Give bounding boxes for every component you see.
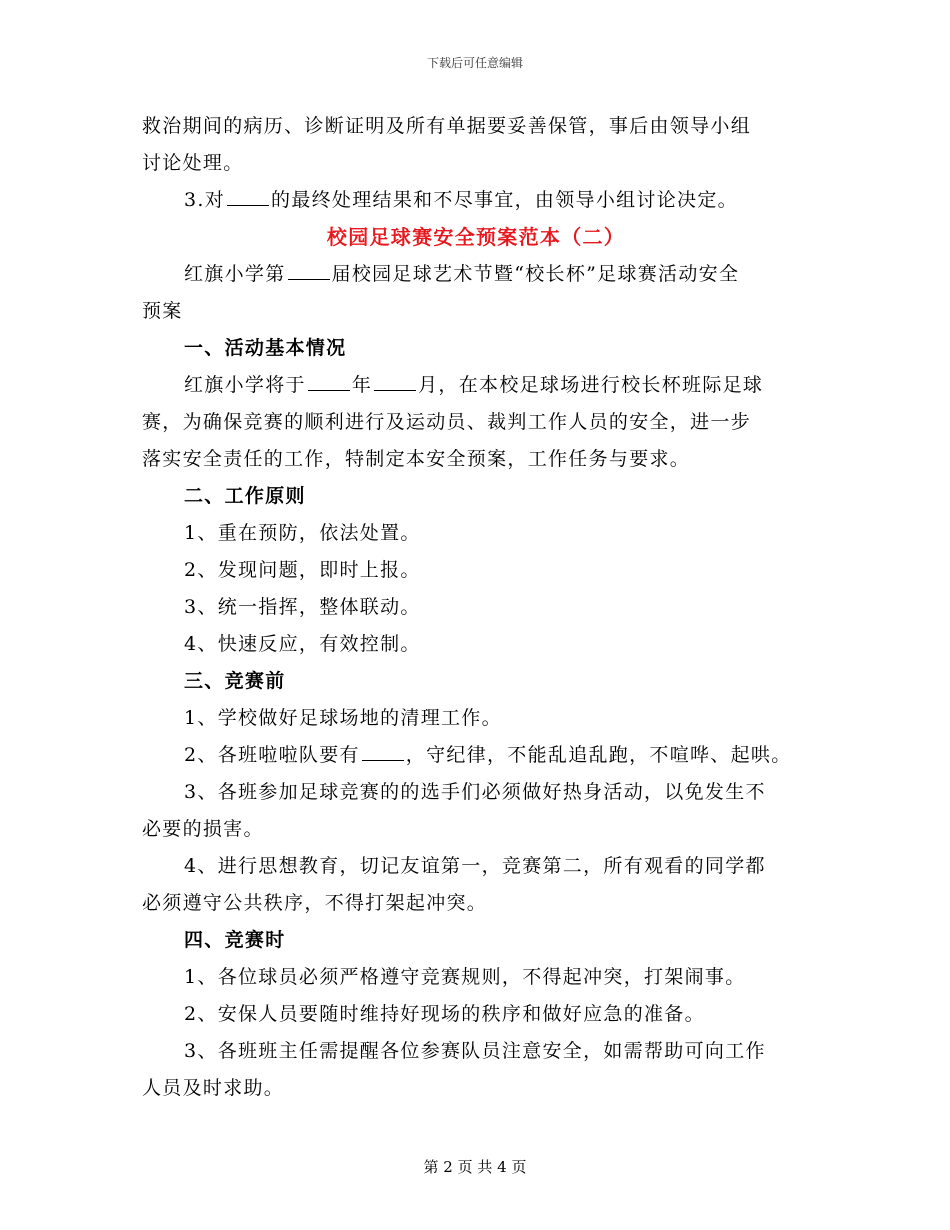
- heading-during-match: 四、竞赛时: [184, 929, 286, 951]
- paragraph-line: 赛，为确保竞赛的顺利进行及运动员、裁判工作人员的安全，进一步: [142, 411, 752, 433]
- paragraph-line: [142, 367, 810, 404]
- line-text: 2、各班啦啦队要有: [184, 744, 360, 766]
- list-item: 3、各班参加足球竞赛的的选手们必须做好热身活动，以免发生不: [184, 781, 766, 803]
- line-text: ，守纪律，不能乱追乱跑，不喧哗、起哄。: [405, 744, 792, 766]
- list-item: [142, 737, 810, 774]
- line-text: 届校园足球艺术节暨“校长杯”足球赛活动安全: [331, 263, 740, 285]
- list-item: 1、各位球员必须严格遵守竞赛规则，不得起冲突，打架闹事。: [184, 966, 746, 988]
- paragraph-line: 讨论处理。: [142, 152, 244, 174]
- document-body: [142, 108, 810, 1107]
- paragraph-line: 人员及时求助。: [142, 1077, 285, 1099]
- list-item: 3、统一指挥，整体联动。: [184, 596, 421, 618]
- list-item: 2、安保人员要随时维持好现场的秩序和做好应急的准备。: [184, 1003, 705, 1025]
- fill-blank: [362, 744, 404, 761]
- fill-blank: [374, 374, 416, 391]
- line-text: 红旗小学第: [184, 263, 286, 285]
- heading-principles: 二、工作原则: [184, 485, 306, 507]
- page-footer: 第 2 页 共 4 页: [423, 1158, 527, 1176]
- page-header: 下载后可任意编辑: [426, 56, 523, 70]
- paragraph-line: 预案: [142, 300, 183, 322]
- line-text: 3.对: [184, 189, 226, 211]
- paragraph-line: 落实安全责任的工作，特制定本安全预案，工作任务与要求。: [142, 448, 691, 470]
- list-item: 1、重在预防，依法处置。: [184, 522, 421, 544]
- fill-blank: [308, 374, 350, 391]
- line-text: 年: [351, 374, 373, 396]
- paragraph-line: 必须遵守公共秩序，不得打架起冲突。: [142, 892, 488, 914]
- paragraph-line: 救治期间的病历、诊断证明及所有单据要妥善保管，事后由领导小组: [142, 115, 752, 137]
- line-text: 的最终处理结果和不尽事宜，由领导小组讨论决定。: [271, 189, 738, 211]
- line-text: 月，在本校足球场进行校长杯班际足球: [418, 374, 764, 396]
- paragraph-line: 必要的损害。: [142, 818, 264, 840]
- list-item: 2、发现问题，即时上报。: [184, 559, 421, 581]
- heading-before-match: 三、竞赛前: [184, 670, 286, 692]
- line-text: 红旗小学将于: [184, 374, 306, 396]
- heading-basic-info: 一、活动基本情况: [184, 337, 347, 359]
- paragraph-line: [142, 256, 810, 293]
- list-item: 4、快速反应，有效控制。: [184, 633, 421, 655]
- list-item: 4、进行思想教育，切记友谊第一，竞赛第二，所有观看的同学都: [184, 855, 766, 877]
- list-item: 1、学校做好足球场地的清理工作。: [184, 707, 502, 729]
- fill-blank: [288, 263, 330, 280]
- section-title: 校园足球赛安全预案范本（二）: [326, 225, 626, 249]
- paragraph-line: [142, 182, 810, 219]
- fill-blank: [227, 189, 269, 206]
- list-item: 3、各班班主任需提醒各位参赛队员注意安全，如需帮助可向工作: [184, 1040, 766, 1062]
